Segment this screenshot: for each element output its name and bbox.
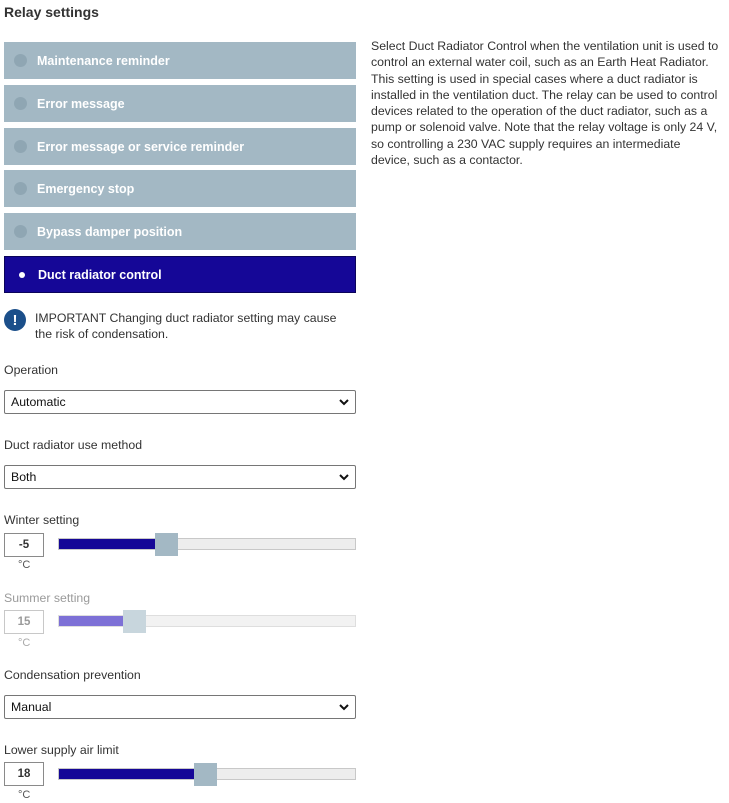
winter-setting-label: Winter setting [4, 513, 80, 527]
operation-select[interactable] [4, 390, 356, 414]
relay-description: Select Duct Radiator Control when the ventilation unit is used to control an external water coil, such as an Earth Heat Radiator. This setting is used in special cases where a duct radiator is installed in the ventilation duct. The relay can be used to control devices related to the operation of the duct radiator, such as a pump or solenoid valve. Note that the relay voltage is only 24 V, so controlling a 230 VAC supply requires an intermediate device, such as a contactor. [371, 39, 719, 168]
chevron-down-icon [338, 396, 350, 408]
relay-option-error-message-or-service-reminder[interactable] [4, 128, 356, 165]
page-title: Relay settings [4, 4, 99, 20]
summer-slider-fill [59, 616, 125, 626]
use-method-value: Both [11, 470, 37, 484]
relay-option-label: Maintenance reminder [37, 53, 170, 68]
radio-selected-icon [15, 268, 28, 281]
summer-slider-thumb [123, 610, 146, 633]
condensation-label: Condensation prevention [4, 668, 141, 682]
summer-unit: °C [18, 637, 31, 649]
relay-option-label: Duct radiator control [38, 267, 162, 282]
relay-option-duct-radiator-control[interactable] [4, 256, 356, 293]
use-method-select[interactable] [4, 465, 356, 489]
lower-limit-slider[interactable] [58, 768, 356, 780]
winter-unit: °C [18, 559, 31, 571]
radio-unselected-icon [14, 140, 27, 153]
lower-limit-unit: °C [18, 789, 31, 801]
relay-option-bypass-damper-position[interactable] [4, 213, 356, 250]
radio-unselected-icon [14, 225, 27, 238]
use-method-label: Duct radiator use method [4, 438, 143, 452]
relay-option-maintenance-reminder[interactable] [4, 42, 356, 79]
winter-slider[interactable] [58, 538, 356, 550]
lower-limit-slider-thumb[interactable] [194, 763, 217, 786]
winter-slider-fill [59, 539, 157, 549]
relay-option-label: Emergency stop [37, 181, 135, 196]
warning-text: IMPORTANT Changing duct radiator setting may cause the risk of condensation. [35, 311, 337, 341]
relay-option-label: Error message or service reminder [37, 139, 245, 154]
exclamation-icon: ! [4, 309, 26, 331]
lower-limit-label: Lower supply air limit [4, 743, 119, 757]
chevron-down-icon [338, 701, 350, 713]
chevron-down-icon [338, 471, 350, 483]
radio-unselected-icon [14, 182, 27, 195]
important-warning [4, 309, 356, 342]
lower-limit-value-input[interactable]: 18 [4, 762, 44, 786]
summer-slider [58, 615, 356, 627]
lower-limit-slider-fill [59, 769, 196, 779]
radio-unselected-icon [14, 97, 27, 110]
operation-label: Operation [4, 363, 59, 377]
summer-setting-label: Summer setting [4, 591, 91, 605]
relay-option-label: Bypass damper position [37, 224, 183, 239]
winter-value-input[interactable]: -5 [4, 533, 44, 557]
condensation-select[interactable] [4, 695, 356, 719]
operation-value: Automatic [11, 395, 66, 409]
radio-unselected-icon [14, 54, 27, 67]
relay-option-emergency-stop[interactable] [4, 170, 356, 207]
relay-option-error-message[interactable] [4, 85, 356, 122]
relay-option-label: Error message [37, 96, 125, 111]
summer-value-input: 15 [4, 610, 44, 634]
winter-slider-thumb[interactable] [155, 533, 178, 556]
condensation-value: Manual [11, 700, 52, 714]
